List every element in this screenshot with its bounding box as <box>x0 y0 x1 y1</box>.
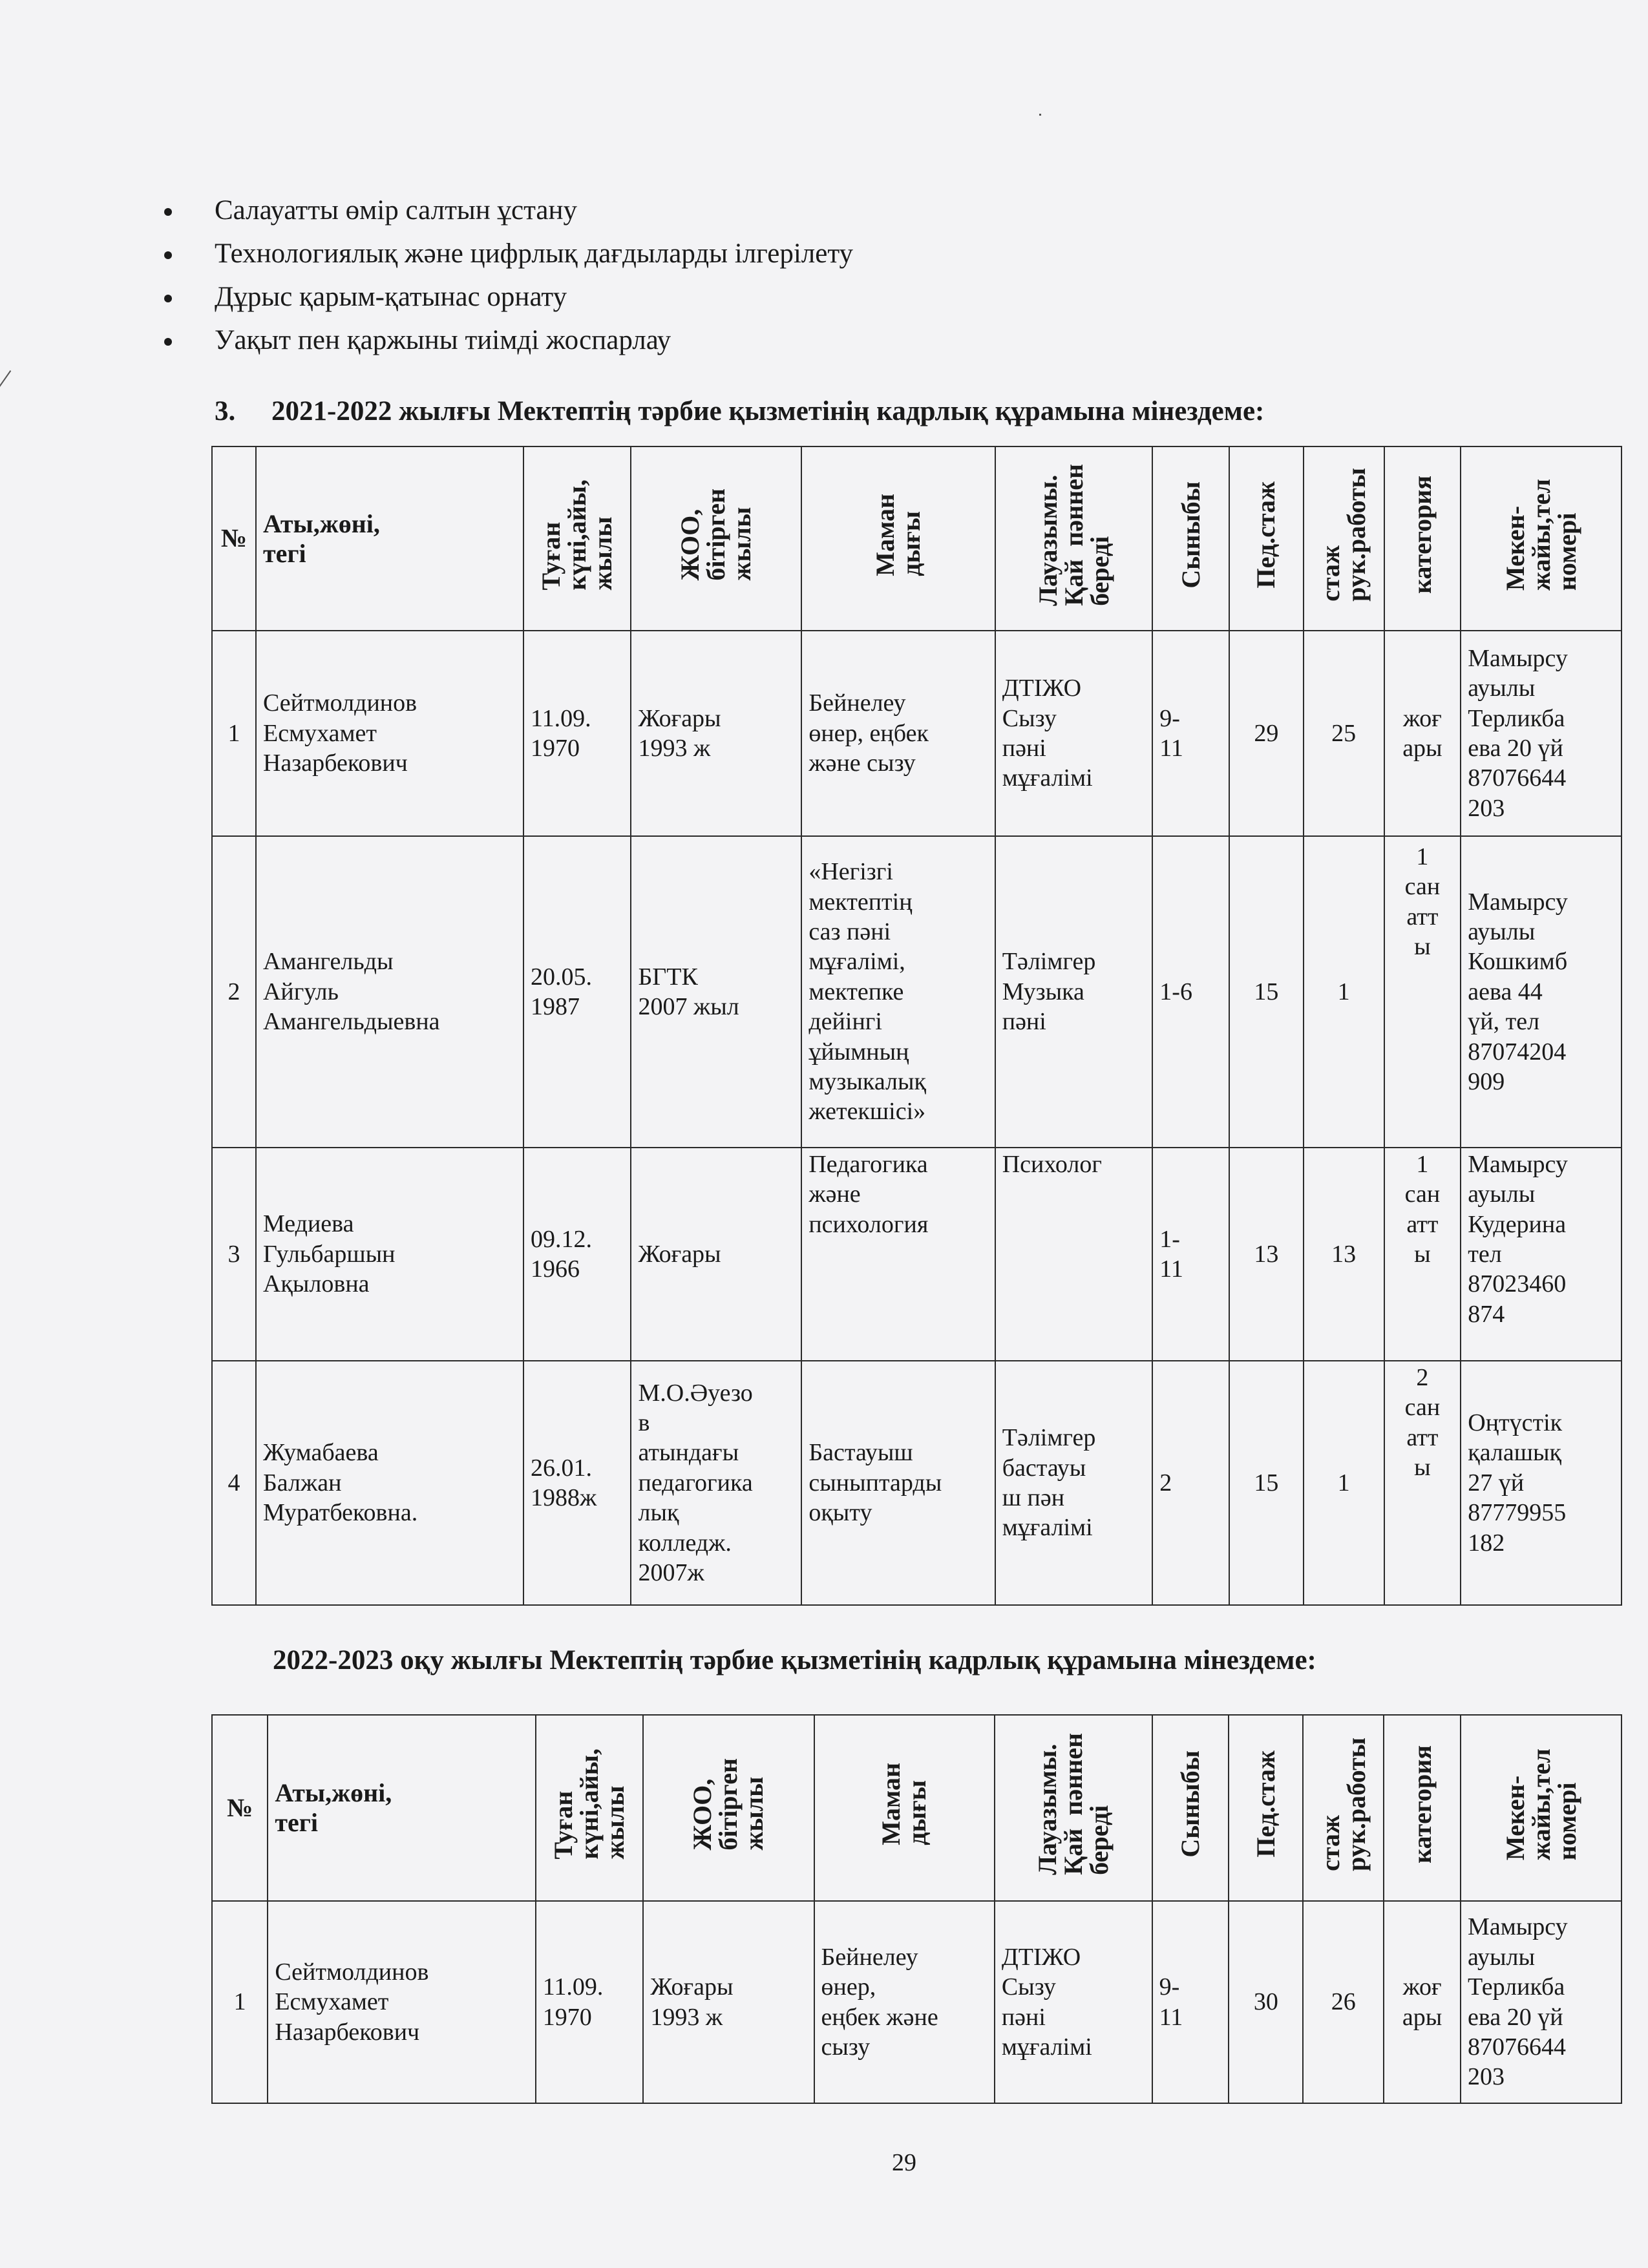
section-heading-2022: 2022-2023 оқу жылғы Мектептің тәрбие қызметінің кадрлық құрамына мінездеме: <box>273 1645 1316 1675</box>
scan-edge-line <box>0 370 11 392</box>
header-category: категория <box>1384 446 1461 631</box>
cell-specialty: «Негізгі мектептің саз пәні мұғалімі, мектепке дейінгі ұйымның музыкалық жетекшісі» <box>801 836 995 1148</box>
cell-grades: 9- 11 <box>1152 1901 1229 2103</box>
staff-table-2021 <box>211 446 1622 1606</box>
cell-specialty: Бастауыш сыныптарды оқыту <box>801 1361 995 1605</box>
cell-address: Мамырсу ауылы Терликба ева 20 үй 87076644 203 <box>1461 631 1622 836</box>
header-specialty: Маман дығы <box>814 1715 995 1901</box>
cell-specialty: Бейнелеу өнер, еңбек және сызу <box>801 631 995 836</box>
table-row <box>212 1361 1622 1605</box>
table-row <box>212 836 1622 1148</box>
header-grades: Сыныбы <box>1152 446 1229 631</box>
cell-position: Психолог <box>995 1148 1153 1361</box>
bullet-item: Салауатты өмір салтын ұстану <box>162 189 853 232</box>
staff-table-2022 <box>211 1714 1622 2104</box>
table-row <box>212 1148 1622 1361</box>
cell-no: 4 <box>212 1361 256 1605</box>
cell-birth: 09.12. 1966 <box>523 1148 631 1361</box>
cell-category: 1 сан атт ы <box>1384 1148 1461 1361</box>
cell-ruk-stazh: 26 <box>1303 1901 1384 2103</box>
cell-address: Мамырсу ауылы Терликба ева 20 үй 87076644 203 <box>1461 1901 1622 2103</box>
section-title: 2021-2022 жылғы Мектептің тәрбие қызметінің кадрлық құрамына мінездеме: <box>271 396 1265 426</box>
cell-grades: 9- 11 <box>1152 631 1229 836</box>
page-number: 29 <box>892 2149 916 2176</box>
cell-specialty: Бейнелеу өнер, еңбек және сызу <box>814 1901 995 2103</box>
cell-specialty: Педагогика және психология <box>801 1148 995 1361</box>
cell-name: Сейтмолдинов Есмухамет Назарбекович <box>256 631 523 836</box>
cell-birth: 11.09. 1970 <box>523 631 631 836</box>
cell-ped-stazh: 15 <box>1229 1361 1304 1605</box>
cell-position: Тәлімгер Музыка пәні <box>995 836 1153 1148</box>
cell-ruk-stazh: 1 <box>1304 1361 1384 1605</box>
cell-ped-stazh: 29 <box>1229 631 1304 836</box>
header-category: категория <box>1384 1715 1461 1901</box>
cell-birth: 26.01. 1988ж <box>523 1361 631 1605</box>
bullet-item: Уақыт пен қаржыны тиімді жоспарлау <box>162 319 853 362</box>
header-name: Аты,жөні, тегі <box>268 1715 535 1901</box>
cell-category: жоғ ары <box>1384 631 1461 836</box>
bullet-item: Дұрыс қарым-қатынас орнату <box>162 275 853 319</box>
cell-grades: 2 <box>1152 1361 1229 1605</box>
cell-ped-stazh: 15 <box>1229 836 1304 1148</box>
cell-name: Амангельды Айгуль Амангельдыевна <box>256 836 523 1148</box>
header-ped-stazh: Пед.стаж <box>1229 446 1304 631</box>
cell-name: Сейтмолдинов Есмухамет Назарбекович <box>268 1901 535 2103</box>
cell-birth: 20.05. 1987 <box>523 836 631 1148</box>
cell-address: Мамырсу ауылы Кудерина тел 87023460 874 <box>1461 1148 1622 1361</box>
header-ruk-stazh: стаж рук.работы <box>1304 446 1384 631</box>
cell-address: Мамырсу ауылы Кошкимб аева 44 үй, тел 87074204 909 <box>1461 836 1622 1148</box>
bullet-item: Технологиялық және цифрлық дағдыларды ілгерілету <box>162 232 853 275</box>
cell-no: 3 <box>212 1148 256 1361</box>
header-birth: Туған күні,айы, жылы <box>523 446 631 631</box>
cell-no: 2 <box>212 836 256 1148</box>
cell-address: Оңтүстік қалашық 27 үй 87779955 182 <box>1461 1361 1622 1605</box>
cell-ruk-stazh: 13 <box>1304 1148 1384 1361</box>
cell-grades: 1- 11 <box>1152 1148 1229 1361</box>
header-ped-stazh: Пед.стаж <box>1229 1715 1303 1901</box>
cell-category: жоғ ары <box>1384 1901 1461 2103</box>
header-university: ЖОО, бітірген жылы <box>643 1715 814 1901</box>
header-position: Лауазымы. Қай пәннен береді <box>995 1715 1152 1901</box>
cell-university: М.О.Әуезо в атындағы педагогика лық колледж. 2007ж <box>631 1361 801 1605</box>
cell-ruk-stazh: 1 <box>1304 836 1384 1148</box>
header-university: ЖОО, бітірген жылы <box>631 446 801 631</box>
header-address: Мекен- жайы,тел номері <box>1461 1715 1622 1901</box>
cell-university: Жоғары <box>631 1148 801 1361</box>
header-no: № <box>212 1715 268 1901</box>
cell-ruk-stazh: 25 <box>1304 631 1384 836</box>
cell-category: 1 сан атт ы <box>1384 836 1461 1148</box>
cell-no: 1 <box>212 1901 268 2103</box>
cell-no: 1 <box>212 631 256 836</box>
cell-university: Жоғары 1993 ж <box>643 1901 814 2103</box>
header-address: Мекен- жайы,тел номері <box>1461 446 1622 631</box>
header-grades: Сыныбы <box>1152 1715 1229 1901</box>
header-position: Лауазымы. Қай пәннен береді <box>995 446 1153 631</box>
section-number: 3. <box>215 396 236 426</box>
cell-university: БГТК 2007 жыл <box>631 836 801 1148</box>
header-specialty: Маман дығы <box>801 446 995 631</box>
cell-position: Тәлімгер бастауы ш пән мұғалімі <box>995 1361 1153 1605</box>
table-row <box>212 1901 1622 2103</box>
cell-ped-stazh: 13 <box>1229 1148 1304 1361</box>
bullet-list <box>162 189 853 362</box>
cell-university: Жоғары 1993 ж <box>631 631 801 836</box>
cell-grades: 1-6 <box>1152 836 1229 1148</box>
cell-birth: 11.09. 1970 <box>536 1901 644 2103</box>
header-no: № <box>212 446 256 631</box>
header-birth: Туған күні,айы, жылы <box>536 1715 644 1901</box>
header-ruk-stazh: стаж рук.работы <box>1303 1715 1384 1901</box>
header-name: Аты,жөні, тегі <box>256 446 523 631</box>
scan-mark <box>1039 114 1041 116</box>
cell-position: ДТІЖО Сызу пәні мұғалімі <box>995 631 1153 836</box>
table-row <box>212 631 1622 836</box>
cell-ped-stazh: 30 <box>1229 1901 1303 2103</box>
cell-category: 2 сан атт ы <box>1384 1361 1461 1605</box>
cell-position: ДТІЖО Сызу пәні мұғалімі <box>995 1901 1152 2103</box>
cell-name: Медиева Гульбаршын Ақыловна <box>256 1148 523 1361</box>
cell-name: Жумабаева Балжан Муратбековна. <box>256 1361 523 1605</box>
